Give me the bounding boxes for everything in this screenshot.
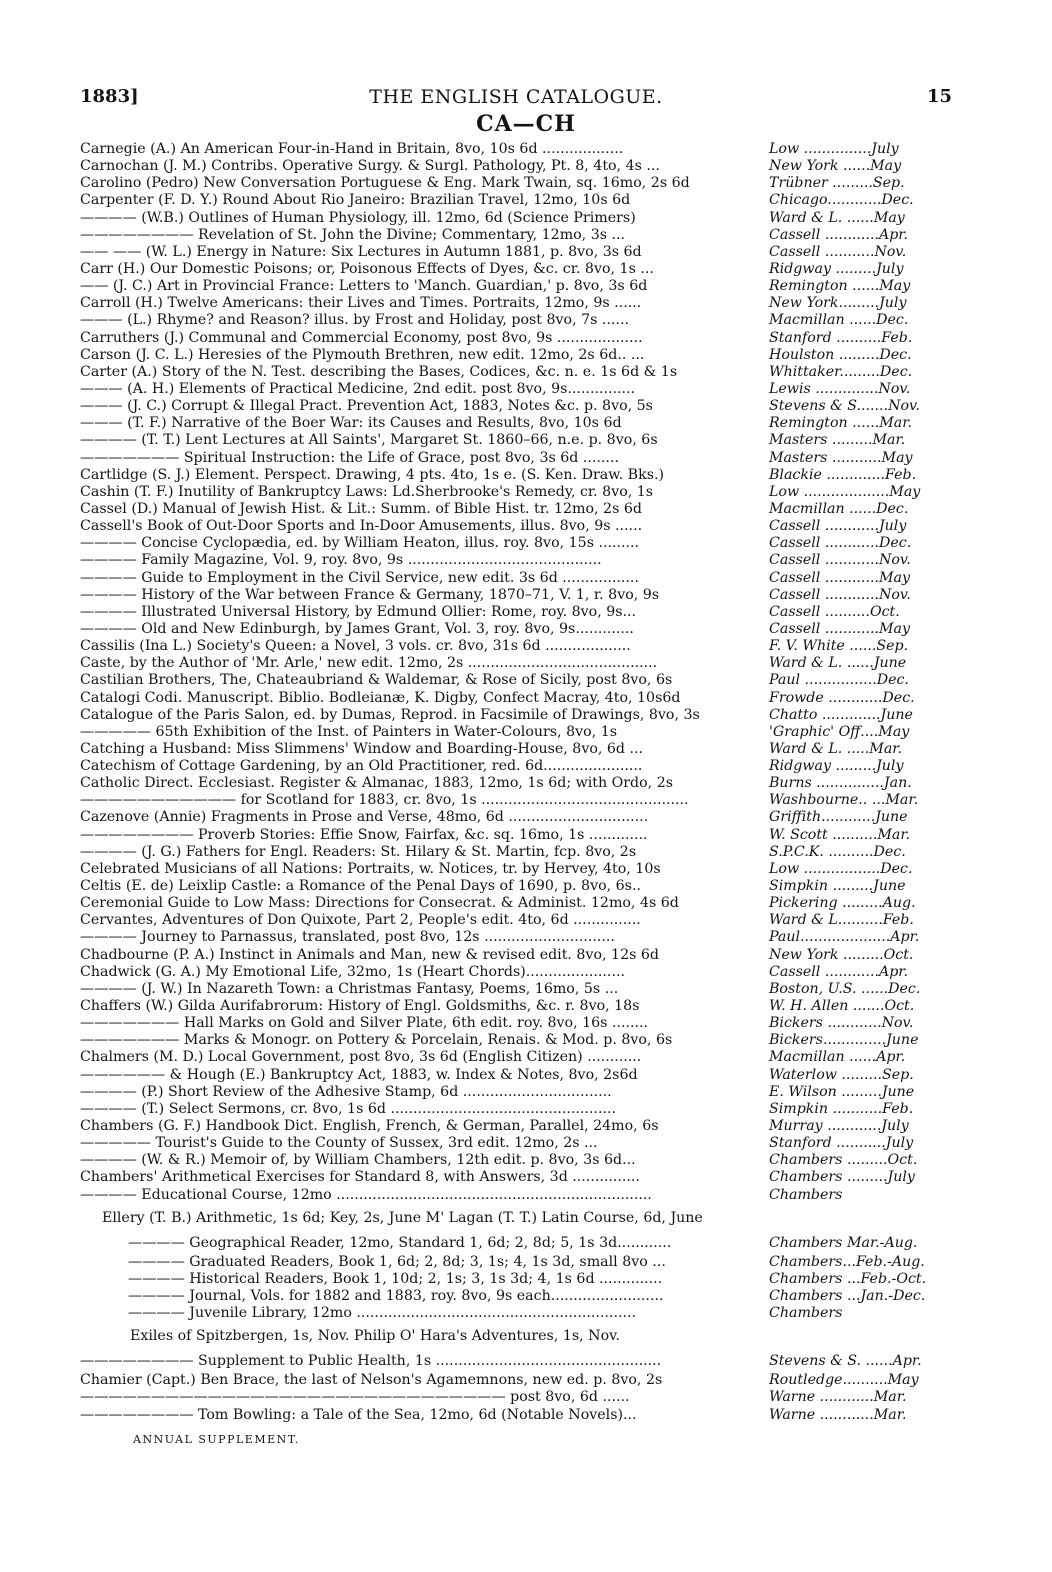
catalogue-entry [80,175,955,192]
entry-description: ——— (J. C.) Corrupt & Illegal Pract. Prevention Act, 1883, Notes &c. p. 8vo, 5s [80,398,653,415]
catalogue-entry [80,467,955,484]
entry-description: ————— 65th Exhibition of the Inst. of Painters in Water-Colours, 8vo, 1s [80,723,618,740]
entry-description: Carnegie (A.) An American Four-in-Hand in Britain, 8vo, 10s 6d .................. [80,141,624,157]
entry-description: Carr (H.) Our Domestic Poisons; or, Poisonous Effects of Dyes, &c. cr. 8vo, 1s ... [80,260,654,277]
catalogue-entry [80,1347,955,1372]
entry-publisher-date: Cassell ............Apr. [769,963,909,980]
entry-publisher-date: Low ...............July [769,141,899,157]
entry-publisher-date: Waterlow .........Sep. [769,1066,914,1083]
entry-description: Chambers (G. F.) Handbook Dict. English, French, & German, Parallel, 24mo, 6s [80,1118,659,1135]
entry-description: Cassell's Book of Out-Door Sports and In-Door Amusements, illus. 8vo, 9s ...... [80,518,643,535]
catalogue-entry [80,552,955,569]
entry-publisher-date: Stevens & S. ......Apr. [769,1353,922,1370]
entry-description: ———— Juvenile Library, 12mo .............................................................. [128,1305,636,1322]
entry-description: Carolino (Pedro) New Conversation Portuguese & Eng. Mark Twain, sq. 16mo, 2s 6d [80,175,690,192]
entry-publisher-date: W. Scott ..........Mar. [769,826,911,843]
entry-publisher-date: Cassell ..........Oct. [769,603,900,620]
entry-publisher-date: 'Graphic' Off....May [769,723,910,740]
catalogue-entry [80,981,955,998]
section-heading: CA—CH [476,111,576,137]
entry-publisher-date: Chambers ...Feb.-Oct. [769,1270,927,1287]
catalogue-entry [80,347,955,364]
catalogue-entry [80,1305,955,1322]
entry-publisher-date: Macmillan ......Apr. [769,1049,906,1066]
entry-publisher-date: Pickering .........Aug. [769,895,916,912]
entry-publisher-date: Cassell ............Apr. [769,226,909,243]
entry-description: ———— (J. G.) Fathers for Engl. Readers: St. Hilary & St. Martin, fcp. 8vo, 2s [80,843,637,860]
entry-publisher-date: Griffith............June [769,809,908,826]
entry-description: Catalogue of the Paris Salon, ed. by Dumas, Reprod. in Facsimile of Drawings, 8vo, 3s [80,706,700,723]
entry-publisher-date: Trübner .........Sep. [769,175,905,192]
entry-description: Catholic Direct. Ecclesiast. Register & Almanac, 1883, 12mo, 1s 6d; with Ordo, 2s [80,775,674,792]
catalogue-entry [80,604,955,621]
catalogue-entry [80,261,955,278]
catalogue-entry [80,1288,955,1305]
entry-description: ———— Illustrated Universal History, by Edmund Ollier: Rome, roy. 8vo, 9s... [80,603,637,620]
entry-description: ———— (T.) Select Sermons, cr. 8vo, 1s 6d .................................................. [80,1100,616,1117]
entry-publisher-date: Chambers Mar.-Aug. [769,1234,918,1251]
entry-description: —————————————————————————————— post 8vo, 6d ...... [80,1389,630,1406]
entry-description: ———— Concise Cyclopædia, ed. by William Heaton, illus. roy. 8vo, 15s ......... [80,535,640,552]
catalogue-entry [80,792,955,809]
entry-description: ——— (A. H.) Elements of Practical Medicine, 2nd edit. post 8vo, 9s............... [80,380,636,397]
catalogue-entry [80,690,955,707]
entry-description: ———— Graduated Readers, Book 1, 6d; 2, 8d; 3, 1s; 4, 1s 3d, small 8vo ... [128,1253,666,1270]
entry-publisher-date: Ward & L. ......June [769,655,907,672]
entry-description: Caste, by the Author of 'Mr. Arle,' new edit. 12mo, 2s .......................................... [80,655,658,672]
entry-publisher-date: Low .................Dec. [769,860,913,877]
entry-description: Ellery (T. B.) Arithmetic, 1s 6d; Key, 2s, June M' Lagan (T. T.) Latin Course, 6d, June [102,1209,703,1226]
catalogue-entry [80,484,955,501]
entry-publisher-date: Bickers ............Nov. [769,1015,914,1032]
catalogue-entry [80,381,955,398]
entry-publisher-date: Chicago............Dec. [769,192,914,209]
entry-description: Chamier (Capt.) Ben Brace, the last of Nelson's Agamemnons, new ed. p. 8vo, 2s [80,1372,663,1389]
entry-description: ————— Tourist's Guide to the County of Sussex, 3rd edit. 12mo, 2s ... [80,1135,598,1152]
entry-publisher-date: Stevens & S.......Nov. [769,398,920,415]
entry-publisher-date: Paul ................Dec. [769,672,909,689]
entry-description: ——— (T. F.) Narrative of the Boer War: its Causes and Results, 8vo, 10s 6d [80,415,622,432]
entry-publisher-date: Warne ............Mar. [769,1389,907,1406]
entry-publisher-date: Macmillan ......Dec. [769,312,909,329]
catalogue-entry [80,707,955,724]
entry-publisher-date: Chambers [769,1186,843,1203]
entry-publisher-date: New York ......May [769,158,902,175]
entry-description: Celtis (E. de) Leixlip Castle: a Romance of the Penal Days of 1690, p. 8vo, 6s.. [80,878,641,895]
catalogue-entries [80,141,955,1424]
entry-publisher-date: E. Wilson .........June [769,1083,915,1100]
entry-description: ———— History of the War between France & Germany, 1870–71, V. 1, r. 8vo, 9s [80,586,660,603]
entry-description: ———— Old and New Edinburgh, by James Grant, Vol. 3, roy. 8vo, 9s............. [80,620,634,637]
entry-description: Catalogi Codi. Manuscript. Biblio. Bodleianæ, K. Digby, Confect Macray, 4to, 10s6d [80,689,681,706]
catalogue-entry [80,1271,955,1288]
entry-description: ———— Journal, Vols. for 1882 and 1883, roy. 8vo, 9s each......................... [128,1288,664,1304]
entry-description: ——————— Marks & Monogr. on Pottery & Porcelain, Renais. & Mod. p. 8vo, 6s [80,1032,673,1049]
entry-publisher-date: Macmillan ......Dec. [769,500,909,517]
entry-description: Cassel (D.) Manual of Jewish Hist. & Lit.: Summ. of Bible Hist. tr. 12mo, 2s 6d [80,500,642,517]
catalogue-entry [80,295,955,312]
catalogue-entry [80,809,955,826]
entry-publisher-date: Chambers...Feb.-Aug. [769,1253,925,1270]
entry-description: ———— (W.B.) Outlines of Human Physiology, ill. 12mo, 6d (Science Primers) [80,209,636,226]
entry-publisher-date: Remington ......Mar. [769,415,912,432]
entry-publisher-date: Chambers .........July [769,1169,915,1186]
entry-description: ———— (J. W.) In Nazareth Town: a Christmas Fantasy, Poems, 16mo, 5s ... [80,980,619,997]
entry-publisher-date: Cassell ............May [769,620,910,637]
entry-publisher-date: Remington ......May [769,278,911,295]
entry-description: Ceremonial Guide to Low Mass: Directions for Consecrat. & Administ. 12mo, 4s 6d [80,895,679,912]
entry-publisher-date: Bickers..............June [769,1032,919,1049]
entry-publisher-date: Chambers .........Oct. [769,1152,918,1169]
entry-publisher-date: Low ...................May [769,483,921,500]
entry-publisher-date: Stanford ...........July [769,1135,914,1152]
entry-description: Catechism of Cottage Gardening, by an Old Practitioner, red. 6d...................... [80,758,643,775]
entry-description: ———— (P.) Short Review of the Adhesive Stamp, 6d ................................. [80,1083,612,1100]
entry-publisher-date: Masters .........Mar. [769,432,906,449]
entry-publisher-date: Cassell ............July [769,518,907,535]
catalogue-entry [80,141,955,158]
entry-description: ———— Geographical Reader, 12mo, Standard 1, 6d; 2, 8d; 5, 1s 3d............ [128,1234,672,1251]
entry-description: Carter (A.) Story of the N. Test. describing the Bases, Codices, &c. n. e. 1s 6d & 1s [80,363,678,380]
entry-publisher-date: Chambers [769,1305,843,1322]
catalogue-entry [80,432,955,449]
entry-description: ———— Family Magazine, Vol. 9, roy. 8vo, 9s ........................................... [80,552,602,569]
entry-publisher-date: Cassell ............Nov. [769,586,911,603]
entry-publisher-date: Boston, U.S. ......Dec. [769,980,921,997]
catalogue-entry [80,621,955,638]
entry-description: Celebrated Musicians of all Nations: Portraits, w. Notices, tr. by Hervey, 4to, 10s [80,860,661,877]
entry-description: Cazenove (Annie) Fragments in Prose and Verse, 48mo, 6d ............................... [80,809,649,826]
entry-description: —————— & Hough (E.) Bankruptcy Act, 1883, w. Index & Notes, 8vo, 2s6d [80,1066,638,1083]
entry-description: Carpenter (F. D. Y.) Round About Rio Janeiro: Brazilian Travel, 12mo, 10s 6d [80,192,631,209]
entry-description: —— —— (W. L.) Energy in Nature: Six Lectures in Autumn 1881, p. 8vo, 3s 6d [80,243,642,260]
entry-description: Chambers' Arithmetical Exercises for Standard 8, with Answers, 3d ............... [80,1169,640,1186]
catalogue-entry [80,998,955,1015]
catalogue-entry [80,1032,955,1049]
entry-publisher-date: Houlston .........Dec. [769,346,912,363]
catalogue-entry [80,535,955,552]
entry-description: ———— (T. T.) Lent Lectures at All Saints', Margaret St. 1860–66, n.e. p. 8vo, 6s [80,432,658,449]
entry-description: Cervantes, Adventures of Don Quixote, Part 2, People's edit. 4to, 6d ............... [80,912,641,929]
catalogue-entry [80,1407,955,1424]
entry-publisher-date: Lewis ..............Nov. [769,380,911,397]
header-year: 1883] [80,86,139,107]
entry-publisher-date: Cassell ............Dec. [769,535,912,552]
catalogue-entry [80,827,955,844]
entry-publisher-date: Simpkin ...........Feb. [769,1100,914,1117]
entry-publisher-date: Ridgway .........July [769,260,904,277]
entry-description: Castilian Brothers, The, Chateaubriand & Waldemar, & Rose of Sicily, post 8vo, 6s [80,672,673,689]
catalogue-entry [80,1204,955,1229]
catalogue-entry [80,501,955,518]
catalogue-entry [80,330,955,347]
entry-description: Chaffers (W.) Gilda Aurifabrorum: History of Engl. Goldsmiths, &c. r. 8vo, 18s [80,998,640,1015]
entry-description: ———— Historical Readers, Book 1, 10d; 2, 1s; 3, 1s 3d; 4, 1s 6d .............. [128,1270,663,1287]
entry-description: ———————— Proverb Stories: Effie Snow, Fairfax, &c. sq. 16mo, 1s ............. [80,826,648,843]
catalogue-entry [80,1187,955,1204]
entry-description: ———————— Revelation of St. John the Divine; Commentary, 12mo, 3s ... [80,226,626,243]
catalogue-entry [80,1229,955,1254]
catalogue-entry [80,912,955,929]
page-number: 15 [926,86,952,107]
entry-publisher-date: F. V. White ......Sep. [769,638,909,655]
entry-publisher-date: Stanford ..........Feb. [769,329,913,346]
entry-description: ——————— Spiritual Instruction: the Life of Grace, post 8vo, 3s 6d ........ [80,449,619,466]
entry-publisher-date: Whittaker.........Dec. [769,363,913,380]
catalogue-entry [80,1254,955,1271]
entry-description: Chalmers (M. D.) Local Government, post 8vo, 3s 6d (English Citizen) ............ [80,1049,642,1066]
catalogue-entry [80,364,955,381]
catalogue-entry [80,570,955,587]
entry-description: Catching a Husband: Miss Slimmens' Window and Boarding-House, 8vo, 6d ... [80,740,644,757]
catalogue-entry [80,1322,955,1347]
catalogue-entry [80,861,955,878]
catalogue-entry [80,775,955,792]
entry-description: Cassilis (Ina L.) Society's Queen: a Novel, 3 vols. cr. 8vo, 31s 6d ................... [80,638,631,655]
entry-description: Carroll (H.) Twelve Americans: their Lives and Times. Portraits, 12mo, 9s ...... [80,295,642,312]
entry-publisher-date: Washbourne.. ...Mar. [769,792,919,809]
catalogue-entry [80,1084,955,1101]
catalogue-entry [80,158,955,175]
entry-description: Cashin (T. F.) Inutility of Bankruptcy Laws: Ld.Sherbrooke's Remedy, cr. 8vo, 1s [80,483,654,500]
entry-description: ———————— Tom Bowling: a Tale of the Sea, 12mo, 6d (Notable Novels)... [80,1406,637,1423]
header-title: THE ENGLISH CATALOGUE. [369,86,663,108]
catalogue-entry [80,518,955,535]
entry-publisher-date: Cassell ............Nov. [769,552,911,569]
entry-publisher-date: Blackie .............Feb. [769,466,917,483]
entry-publisher-date: Warne ............Mar. [769,1406,907,1423]
entry-publisher-date: S.P.C.K. ..........Dec. [769,843,906,860]
catalogue-entry [80,1135,955,1152]
catalogue-entry [80,312,955,329]
entry-description: Chadbourne (P. A.) Instinct in Animals and Man, new & revised edit. 8vo, 12s 6d [80,946,659,963]
entry-description: ———— Guide to Employment in the Civil Service, new edit. 3s 6d ................. [80,569,639,586]
entry-description: Exiles of Spitzbergen, 1s, Nov. Philip O' Hara's Adventures, 1s, Nov. [130,1328,620,1345]
entry-description: ———————— Supplement to Public Health, 1s .................................................. [80,1353,662,1370]
catalogue-entry [80,895,955,912]
catalogue-entry [80,672,955,689]
footer-note: ANNUAL SUPPLEMENT. [133,1433,300,1446]
catalogue-entry [80,1169,955,1186]
catalogue-entry [80,638,955,655]
entry-description: ———— Journey to Parnassus, translated, post 8vo, 12s ............................. [80,929,615,946]
entry-publisher-date: Ward & L..........Feb. [769,912,914,929]
catalogue-entry [80,1152,955,1169]
entry-description: ——————————— for Scotland for 1883, cr. 8vo, 1s .............................................. [80,792,689,809]
catalogue-entry [80,587,955,604]
entry-description: Carson (J. C. L.) Heresies of the Plymouth Brethren, new edit. 12mo, 2s 6d.. ... [80,346,645,363]
catalogue-entry [80,210,955,227]
catalogue-entry [80,227,955,244]
entry-publisher-date: Paul....................Apr. [769,929,920,946]
entry-description: Cartlidge (S. J.) Element. Perspect. Drawing, 4 pts. 4to, 1s e. (S. Ken. Draw. Bks.) [80,466,665,483]
entry-publisher-date: New York.........July [769,295,907,312]
catalogue-entry [80,1118,955,1135]
page-header [80,86,952,114]
entry-description: Carruthers (J.) Communal and Commercial Economy, post 8vo, 9s ................... [80,329,643,346]
catalogue-entry [80,1049,955,1066]
entry-publisher-date: Ward & L. ......May [769,209,905,226]
entry-description: —— (J. C.) Art in Provincial France: Letters to 'Manch. Guardian,' p. 8vo, 3s 6d [80,278,648,295]
entry-publisher-date: Burns ...............Jan. [769,775,912,792]
entry-publisher-date: Routledge..........May [769,1372,919,1389]
catalogue-entry [80,192,955,209]
entry-publisher-date: Cassell ............May [769,569,910,586]
entry-publisher-date: Chatto .............June [769,706,913,723]
entry-publisher-date: Murray ............July [769,1118,909,1135]
catalogue-entry [80,1101,955,1118]
catalogue-entry [80,415,955,432]
entry-publisher-date: Frowde ............Dec. [769,689,915,706]
catalogue-entry [80,1015,955,1032]
catalogue-entry [80,929,955,946]
entry-description: Chadwick (G. A.) My Emotional Life, 32mo, 1s (Heart Chords)...................... [80,963,625,980]
entry-publisher-date: Simpkin .........June [769,878,906,895]
entry-publisher-date: Cassell ...........Nov. [769,243,907,260]
entry-publisher-date: W. H. Allen .......Oct. [769,998,915,1015]
catalogue-entry [80,450,955,467]
entry-description: Carnochan (J. M.) Contribs. Operative Surgy. & Surgl. Pathology, Pt. 8, 4to, 4s ... [80,158,660,175]
catalogue-entry [80,244,955,261]
catalogue-entry [80,398,955,415]
catalogue-entry [80,964,955,981]
catalogue-entry [80,278,955,295]
catalogue-entry [80,844,955,861]
catalogue-entry [80,741,955,758]
catalogue-entry [80,878,955,895]
catalogue-entry [80,1067,955,1084]
entry-description: ——— (L.) Rhyme? and Reason? illus. by Frost and Holiday, post 8vo, 7s ...... [80,312,629,329]
entry-description: ——————— Hall Marks on Gold and Silver Plate, 6th edit. roy. 8vo, 16s ........ [80,1015,649,1032]
entry-publisher-date: Ward & L. .....Mar. [769,740,903,757]
entry-description: ———— Educational Course, 12mo ...................................................................... [80,1186,652,1203]
catalogue-entry [80,758,955,775]
catalogue-entry [80,1389,955,1406]
entry-description: ———— (W. & R.) Memoir of, by William Chambers, 12th edit. p. 8vo, 3s 6d... [80,1152,636,1169]
entry-publisher-date: New York .........Oct. [769,946,914,963]
catalogue-entry [80,1372,955,1389]
entry-publisher-date: Masters ...........May [769,449,913,466]
catalogue-entry [80,655,955,672]
entry-publisher-date: Ridgway .........July [769,758,904,775]
catalogue-entry [80,947,955,964]
entry-publisher-date: Chambers ...Jan.-Dec. [769,1288,926,1304]
catalogue-entry [80,724,955,741]
